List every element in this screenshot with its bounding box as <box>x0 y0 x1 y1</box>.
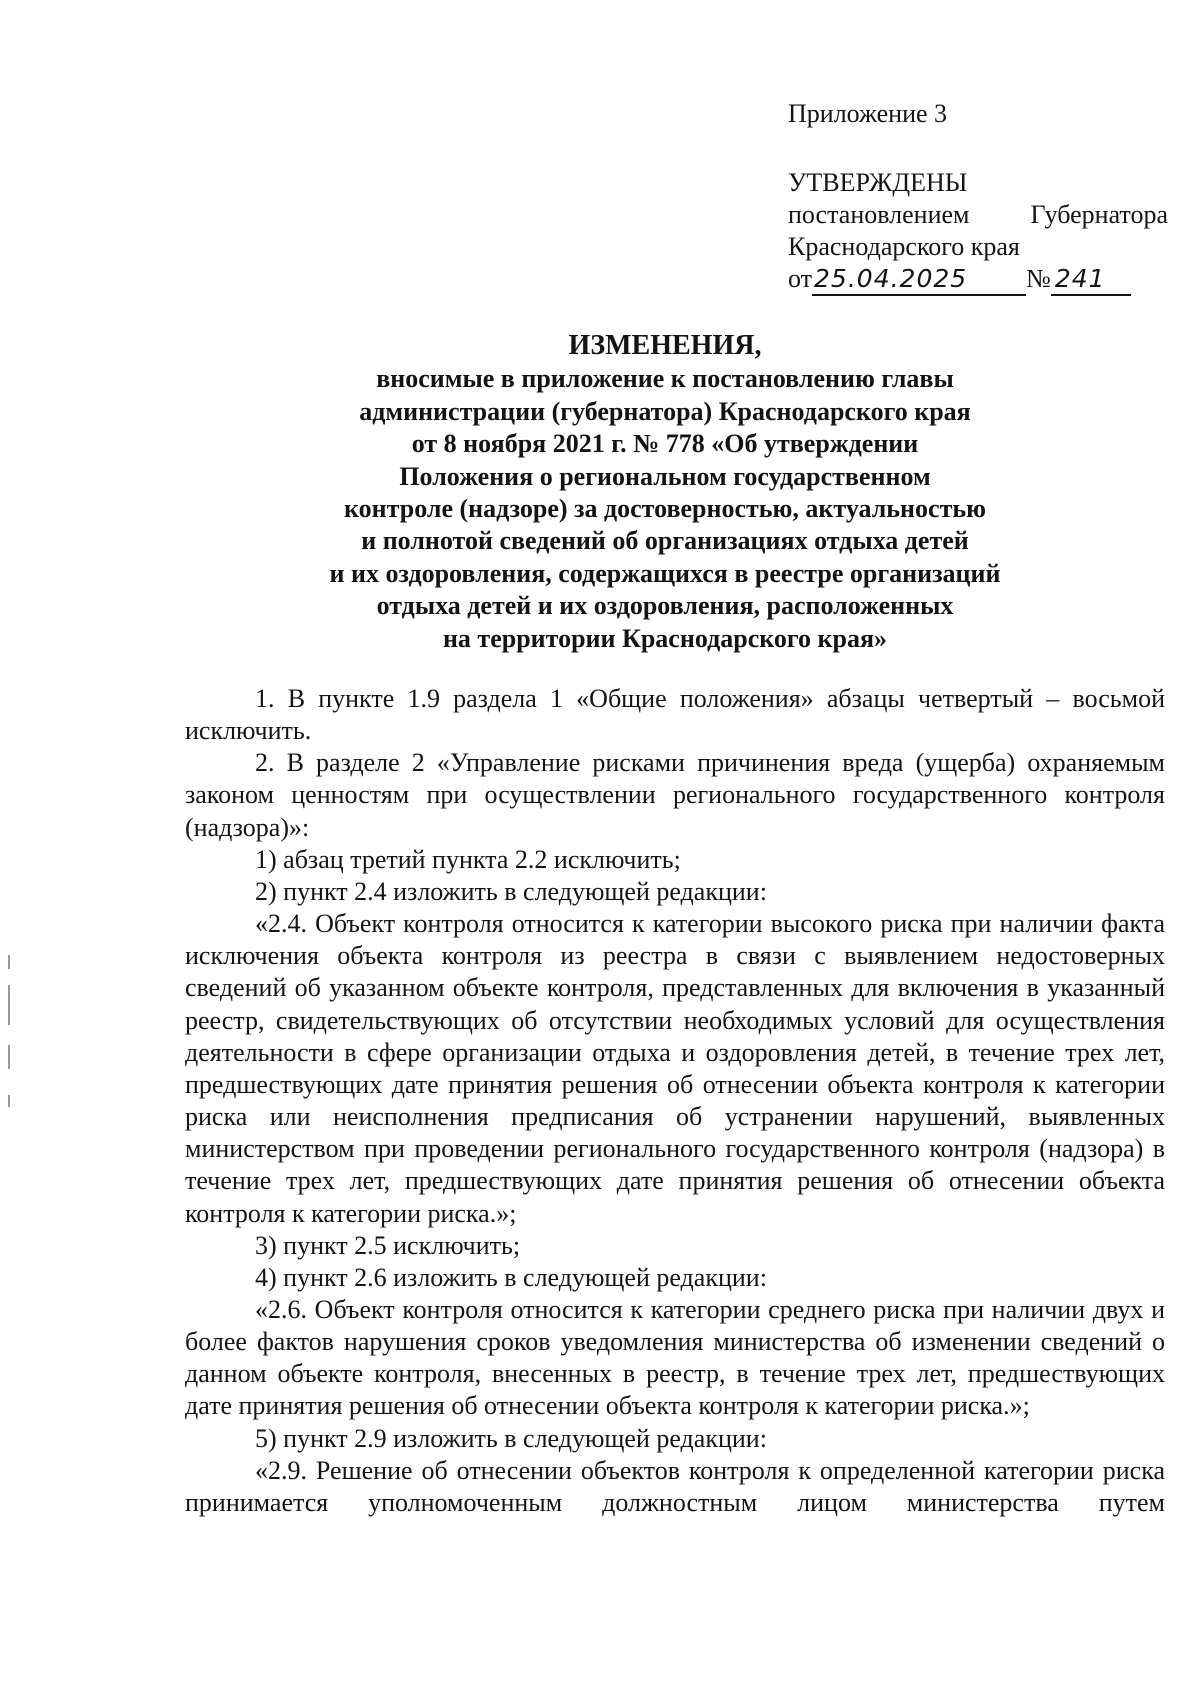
approval-block <box>788 167 1168 296</box>
approved-by-line <box>788 199 1168 231</box>
number-prefix: № <box>1026 264 1051 293</box>
appendix-label: Приложение 3 <box>788 99 948 128</box>
handwritten-date: 25.04.2025 <box>812 264 1026 296</box>
scan-artifact <box>8 1045 10 1069</box>
approved-by-word: постановлением <box>788 200 970 229</box>
title-line: контроле (надзоре) за достоверностью, актуальностью <box>344 494 986 524</box>
approved-region: Краснодарского края <box>788 232 1020 261</box>
body-paragraph: «2.4. Объект контроля относится к категории высокого риска при наличии факта исключения объекта контроля из реестра в связи с выявлением недостоверных сведений об указанном объекте контроля, представленных для включения в указанный реестр, свидетельствующих об отсутствии необходимых условий для осуществления деятельности в сфере организации отдыха и оздоровления детей, в течение трех лет, предшествующих дате принятия решения об отнесении объекта контроля к категории риска или неисполнения предписания об устранении нарушений, выявленных министерством при проведении регионального государственного контроля (надзора) в течение трех лет, предшествующих дате принятия решения об отнесении объекта контроля к категории риска.»; <box>185 909 1165 1228</box>
approved-label: УТВЕРЖДЕНЫ <box>788 168 968 197</box>
body-paragraph: 2. В разделе 2 «Управление рисками причинения вреда (ущерба) охраняемым законом ценностям при осуществлении регионального государственного контроля (надзора)»: <box>185 748 1165 842</box>
date-number-line <box>788 263 1168 296</box>
title-line: на территории Краснодарского края» <box>442 623 888 653</box>
body-paragraph: 1. В пункте 1.9 раздела 1 «Общие положения» абзацы четвертый – восьмой исключить. <box>185 684 1165 746</box>
approved-by-governor: Губернатора <box>1030 200 1168 229</box>
body-paragraph: 5) пункт 2.9 изложить в следующей редакции: <box>255 1423 767 1453</box>
title-line: и полнотой сведений об организациях отдыха детей <box>361 526 969 556</box>
title-heading: ИЗМЕНЕНИЯ, <box>568 330 762 361</box>
body-paragraph: «2.9. Решение об отнесении объектов контроля к определенной категории риска принимается уполномоченным должностным лицом министерства путем <box>185 1455 1165 1517</box>
title-line: Положения о региональном государственном <box>399 461 931 491</box>
body-paragraph: 1) абзац третий пункта 2.2 исключить; <box>255 844 681 874</box>
document-body <box>185 683 1165 1519</box>
body-paragraph: 3) пункт 2.5 исключить; <box>255 1230 521 1260</box>
title-line: и их оздоровления, содержащихся в реестре организаций <box>329 558 1001 588</box>
handwritten-number: 241 <box>1051 264 1131 296</box>
date-prefix: от <box>788 264 813 293</box>
scan-artifact <box>8 955 10 969</box>
title-line: от 8 ноября 2021 г. № 778 «Об утверждении <box>411 429 919 459</box>
body-paragraph: «2.6. Объект контроля относится к категории среднего риска при наличии двух и более фактов нарушения сроков уведомления министерства об изменении сведений о данном объекте контроля, внесенных в реестр, в течение трех лет, предшествующих дате принятия решения об отнесении объекта контроля к категории риска.»; <box>185 1294 1165 1421</box>
body-paragraph: 4) пункт 2.6 изложить в следующей редакции: <box>255 1262 767 1292</box>
scan-artifact <box>8 1095 10 1107</box>
body-paragraph: 2) пункт 2.4 изложить в следующей редакции: <box>255 876 767 906</box>
document-title <box>270 330 1060 655</box>
scan-artifact <box>8 985 10 1025</box>
title-line: администрации (губернатора) Краснодарского края <box>359 396 971 426</box>
title-line: отдыха детей и их оздоровления, расположенных <box>376 591 954 621</box>
title-line: вносимые в приложение к постановлению главы <box>376 364 954 394</box>
